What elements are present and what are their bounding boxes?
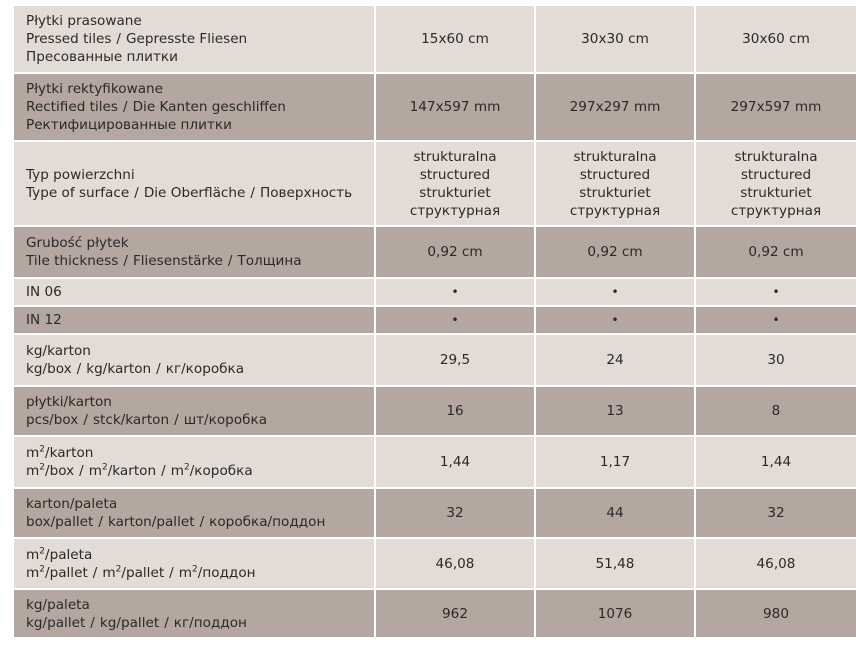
row-label [14,74,376,142]
value-text: strukturalna [734,148,818,165]
label-text: Pressed tiles [26,31,112,47]
value-text: 16 [446,403,464,419]
label-text: płytki/karton [26,394,112,410]
label-text: IN 12 [26,312,62,328]
value-text: 980 [763,605,789,622]
value-cell [696,387,856,437]
label-text: pcs/box [26,412,79,428]
row-kg-per-pallet [14,590,856,639]
separator: / [169,564,174,581]
label-text: Fliesenstärke [132,253,223,269]
label-text: Grubość płytek [26,235,129,251]
label-line [26,283,374,301]
value-text: strukturiet [740,184,812,201]
value-text: 46,08 [435,555,475,572]
label-line [26,564,374,582]
label-line [26,184,374,202]
value-text: structured [579,166,651,183]
label-line [26,80,374,98]
value-cell [376,437,536,489]
bullet-mark: • [611,285,619,299]
value-cell [536,387,696,437]
value-cell [376,590,536,639]
row-label [14,335,376,387]
label-text: kg/paleta [26,596,90,613]
separator: / [156,361,161,377]
label-text: $m^2$/box [26,462,75,479]
value-text: strukturalna [573,148,657,165]
separator: / [98,514,103,530]
label-text: $m^2$/pallet [26,563,88,581]
row-in-12 [14,307,856,335]
row-surface-type [14,142,856,227]
separator: / [116,31,122,47]
label-text: kg/box [26,361,72,377]
bullet-mark: • [772,285,780,299]
label-line [26,614,374,632]
label-line [26,12,374,30]
row-pcs-per-box [14,387,856,437]
label-text: кг/поддон [173,614,247,631]
label-line [26,311,374,329]
row-kg-per-box [14,335,856,387]
value-cell [696,539,856,590]
spec-table-body [14,6,856,639]
bullet-mark: • [611,313,619,327]
value-cell [536,142,696,227]
value-text: 0,92 cm [748,244,804,260]
label-text: шт/коробка [183,412,268,428]
label-text: Rectified tiles [26,99,118,115]
value-cell [696,307,856,335]
label-text: kg/karton [86,361,152,377]
label-text: Ректифицированные плитки [26,117,232,133]
separator: / [122,99,128,115]
row-tile-thickness [14,227,856,279]
value-cell [536,74,696,142]
value-text: 1,17 [599,454,631,470]
value-text: 51,48 [595,555,635,572]
label-text: Płytki prasowane [26,13,142,29]
label-text: kg/pallet [26,614,86,631]
value-cell [376,74,536,142]
value-text: 297x297 mm [569,99,661,115]
value-text: 30x60 cm [742,31,810,47]
separator: / [199,514,205,530]
value-cell [376,6,536,74]
label-text: $m^2$/поддон [178,563,256,581]
value-cell [536,590,696,639]
label-text: Płytki rektyfikowane [26,81,163,97]
value-text: 24 [606,352,624,368]
label-text: kg/karton [26,343,91,359]
value-text: 30x30 cm [581,31,649,47]
label-line [26,116,374,134]
value-text: strukturalna [413,148,497,165]
value-text: структурная [730,202,822,219]
separator: / [227,253,233,269]
label-line [26,166,374,184]
value-cell [376,387,536,437]
label-line [26,98,374,116]
label-line [26,444,374,462]
separator: / [79,463,84,479]
value-text: structured [740,166,812,183]
value-cell [536,437,696,489]
value-cell [536,335,696,387]
label-text: Die Kanten geschliffen [132,99,286,115]
value-cell [376,227,536,279]
row-label [14,227,376,279]
label-text: $m^2$/pallet [102,563,165,581]
label-line [26,30,374,48]
label-line [26,411,374,429]
label-line [26,252,374,270]
value-text: 44 [606,505,624,521]
value-text: strukturiet [579,184,651,201]
label-text: кг/коробка [165,361,245,377]
bullet-mark: • [451,313,459,327]
label-line [26,462,374,480]
value-cell [696,437,856,489]
label-line [26,342,374,360]
label-text: Typ powierzchni [26,166,135,183]
value-text: 962 [442,605,468,622]
separator: / [174,412,179,428]
value-text: 29,5 [439,352,471,368]
label-text: kg/pallet [99,614,160,631]
value-cell [536,279,696,307]
value-cell [696,335,856,387]
label-text: box/pallet [26,514,94,530]
label-line [26,393,374,411]
value-text: структурная [409,202,501,219]
label-text: IN 06 [26,284,62,300]
row-label [14,387,376,437]
value-cell [376,489,536,539]
row-label [14,437,376,489]
separator: / [83,412,88,428]
value-text: 0,92 cm [587,244,643,260]
label-text: karton/pallet [107,514,195,530]
value-text: 30 [767,352,785,368]
separator: / [250,184,255,201]
label-text: $m^2$/paleta [26,545,93,563]
value-cell [536,539,696,590]
value-text: 1,44 [439,454,471,470]
label-line [26,596,374,614]
value-cell [696,279,856,307]
value-cell [696,142,856,227]
row-box-per-pallet [14,489,856,539]
label-text: stck/karton [92,412,170,428]
separator: / [134,184,139,201]
row-rectified-tiles [14,74,856,142]
row-pressed-tiles [14,6,856,74]
value-text: strukturiet [419,184,491,201]
separator: / [164,614,169,631]
value-text: 1076 [597,605,633,622]
separator: / [90,614,95,631]
value-cell [376,539,536,590]
label-line [26,495,374,513]
label-line [26,48,374,66]
value-cell [376,307,536,335]
row-label [14,590,376,639]
value-text: 13 [606,403,624,419]
separator: / [92,564,98,581]
value-cell [536,307,696,335]
value-text: 297x597 mm [730,99,822,115]
value-text: 147x597 mm [409,99,501,115]
value-cell [696,74,856,142]
row-in-06 [14,279,856,307]
label-text: Толщина [237,253,302,269]
value-cell [696,489,856,539]
row-label [14,6,376,74]
row-m2-per-box [14,437,856,489]
label-text: Поверхность [259,184,353,201]
separator: / [76,361,82,377]
bullet-mark: • [451,285,459,299]
value-cell [536,489,696,539]
value-text: 15x60 cm [421,31,489,47]
row-label [14,489,376,539]
label-line [26,513,374,531]
label-text: Type of surface [26,184,130,201]
value-cell [536,227,696,279]
row-m2-per-pallet [14,539,856,590]
value-text: структурная [569,202,661,219]
label-text: Die Oberfläche [143,184,246,201]
value-text: 46,08 [756,555,796,572]
label-text: $m^2$/коробка [170,462,253,479]
value-cell [376,142,536,227]
value-text: 1,44 [760,454,792,470]
value-cell [376,335,536,387]
label-text: $m^2$/karton [26,444,94,461]
bullet-mark: • [772,313,780,327]
value-text: 32 [767,505,785,521]
label-text: коробка/поддон [209,514,326,530]
label-line [26,234,374,252]
label-line [26,360,374,378]
value-cell [696,6,856,74]
value-text: 32 [446,505,464,521]
value-text: structured [419,166,491,183]
value-text: 0,92 cm [427,244,483,260]
row-label [14,279,376,307]
separator: / [161,463,166,479]
tile-spec-table [14,6,856,639]
label-text: Пресованные плитки [26,49,178,65]
separator: / [123,253,128,269]
value-cell [376,279,536,307]
row-label [14,142,376,227]
label-text: Tile thickness [26,253,119,269]
value-text: 8 [771,403,781,419]
value-cell [696,590,856,639]
label-text: $m^2$/karton [88,462,157,479]
value-cell [696,227,856,279]
label-text: karton/paleta [26,496,118,512]
label-text: Gepresste Fliesen [126,31,248,47]
row-label [14,307,376,335]
row-label [14,539,376,590]
label-line [26,546,374,564]
value-cell [536,6,696,74]
